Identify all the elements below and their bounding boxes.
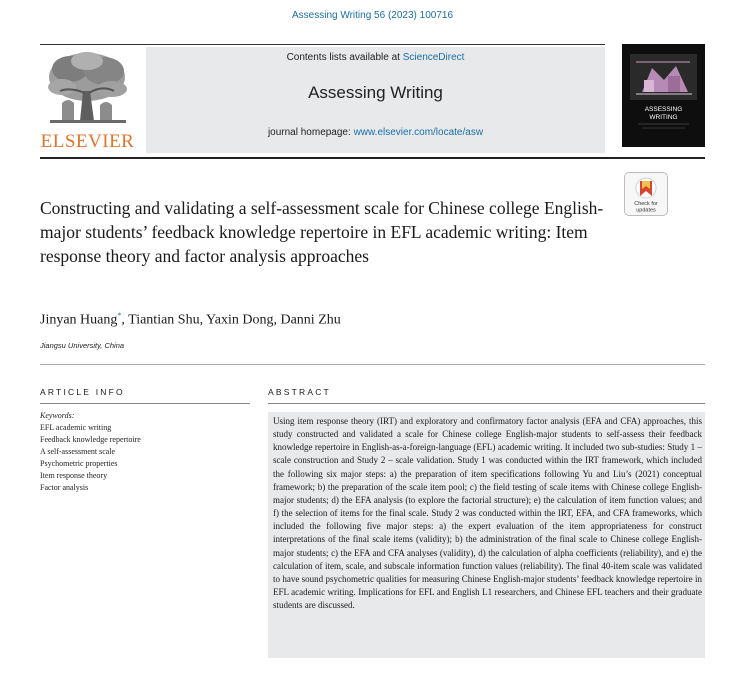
- homepage-line: [146, 127, 605, 138]
- cover-art-icon: [622, 44, 705, 147]
- keyword-item: Factor analysis: [40, 483, 89, 492]
- abstract-heading: ABSTRACT: [268, 387, 331, 397]
- crossmark-icon: [625, 173, 667, 215]
- keywords-label: Keywords:: [40, 411, 75, 420]
- journal-title[interactable]: Assessing Writing: [308, 83, 443, 102]
- corresponding-author-marker[interactable]: *: [117, 311, 122, 320]
- cover-title-line1: ASSESSING: [644, 106, 683, 113]
- keyword-item: Psychometric properties: [40, 459, 118, 468]
- journal-citation[interactable]: Assessing Writing 56 (2023) 100716: [291, 10, 454, 21]
- section-divider: [40, 364, 705, 365]
- author-list: [40, 311, 341, 329]
- homepage-prefix: journal homepage:: [267, 127, 354, 138]
- keyword-item: Feedback knowledge repertoire: [40, 435, 141, 444]
- keyword-item: EFL academic writing: [40, 423, 112, 432]
- abstract-panel: [268, 412, 705, 658]
- contents-line: [146, 52, 605, 63]
- keyword-item: Item response theory: [40, 471, 108, 480]
- author-rest: , Tiantian Shu, Yaxin Dong, Danni Zhu: [121, 312, 341, 328]
- abstract-text: Using item response theory (IRT) and exploratory and confirmatory factor analysis (EFA and CFA) approaches, this study constructed and validated a scale for Chinese college English-major students to self-assess their feedback knowledge repertoire in English-as-a-foreign-language (EFL) academic writing. It included two sub-studies: Study 1 – scale construction and Study 2 – scale validation. Study 1 was conducted within the IRT framework, which included the following six major steps: a) the preparation of item specifications following Yu and Liu’s (2021) conceptual framework; b) the preparation of the scale item pool; c) the field testing of scale items with Chinese college English-major students; d) the EFA analysis (to explore the factorial structure); e) the calculation of item function values; and f) the selection of items for the final scale. Study 2 was conducted within the IRT, EFA, and CFA frameworks, which included the following five major steps: a) the expert evaluation of the item appropriateness for construct interpretations of the final scale items (validity); b) the administration of the final scale to Chinese college English-major students; c) the EFA and CFA analyses (validity), d) the calculation of alpha coefficients (reliability), and e) the calculation of item, scale, and subscale information function values (reliability). The final 40-item scale was validated to have sound psychometric qualities for measuring Chinese English-major students’ feedback knowledge repertoire in EFL academic writing. Implications for EFL and English L1 researchers, and Chinese EFL teachers and their graduate students are discussed.: [273, 416, 702, 611]
- article-info-heading: ARTICLE INFO: [40, 387, 125, 397]
- check-for-updates-button[interactable]: [624, 172, 668, 216]
- elsevier-tree-icon: [40, 47, 135, 153]
- journal-homepage-link[interactable]: www.elsevier.com/locate/asw: [353, 127, 484, 138]
- contents-prefix: Contents lists available at: [286, 52, 403, 63]
- article-info-rule: [40, 403, 250, 404]
- cover-title-line2: WRITING: [649, 114, 678, 121]
- elsevier-logo[interactable]: [40, 47, 135, 153]
- journal-header-panel: [146, 47, 605, 153]
- article-title: Constructing and validating a self-assessment scale for Chinese college English-major students’ feedback knowledge repertoire in EFL academic writing: Item response theory and factor analysis approaches: [40, 198, 604, 266]
- sciencedirect-link[interactable]: ScienceDirect: [402, 52, 465, 63]
- affiliation: Jiangsu University, China: [40, 341, 125, 350]
- abstract-rule: [268, 403, 705, 404]
- elsevier-wordmark: ELSEVIER: [40, 131, 135, 152]
- keyword-item: A self-assessment scale: [40, 447, 116, 456]
- header-bottom-rule: [40, 157, 705, 159]
- check-updates-line2: updates: [636, 207, 656, 214]
- journal-cover-image[interactable]: [622, 44, 705, 147]
- keywords-block: [40, 410, 250, 494]
- author-first[interactable]: Jinyan Huang: [40, 312, 118, 328]
- check-updates-line1: Check for: [634, 201, 658, 207]
- header-top-rule: [40, 44, 605, 45]
